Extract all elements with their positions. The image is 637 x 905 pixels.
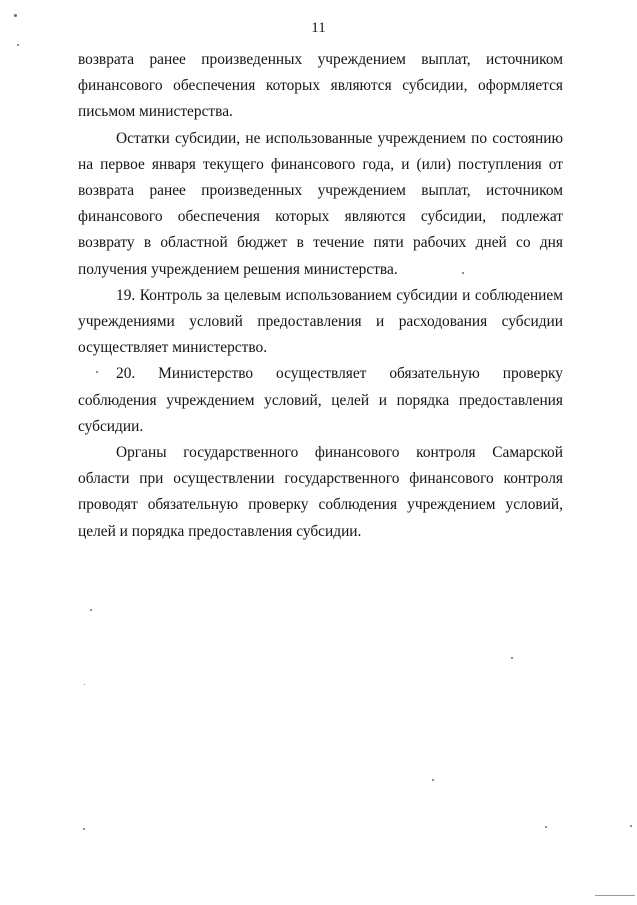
paragraph-item-20: 20. Министерство осуществляет обязательную проверку соблюдения учреждением условий, целей и порядка предоставления субсидии. xyxy=(78,365,563,435)
scan-speck xyxy=(432,779,434,781)
paragraph-continuation: возврата ранее произведенных учреждением выплат, источником финансового обеспечения которых являются субсидии, оформляется письмом министерства. xyxy=(78,51,563,121)
scan-speck xyxy=(462,272,464,274)
scan-speck xyxy=(96,371,98,373)
scan-speck xyxy=(511,657,513,659)
scan-speck xyxy=(14,14,17,17)
body-text xyxy=(78,47,563,545)
scan-speck xyxy=(545,826,547,828)
scan-speck xyxy=(90,609,92,611)
paragraph-item-19: 19. Контроль за целевым использованием субсидии и соблюдением учреждениями условий предоставления и расходования субсидии осуществляет министерство. xyxy=(78,286,563,357)
page-number: 11 xyxy=(311,20,326,36)
paragraph-subsidy-remainders: Остатки субсидии, не использованные учреждением по состоянию на первое января текущего финансового года, и (или) поступления от возврата ранее произведенных учреждением выплат, источником финансового обеспечения которых являются субсидии, подлежат возврату в областной бюджет в течение пяти рабочих дней со дня получения учреждением решения министерства. xyxy=(78,129,563,278)
paragraph-financial-control-bodies: Органы государственного финансового контроля Самарской области при осуществлении государственного финансового контроля проводят обязательную проверку соблюдения учреждением условий, целей и порядка предоставления субсидии. xyxy=(78,444,563,540)
scan-edge-line xyxy=(595,895,635,896)
scan-speck xyxy=(83,828,85,830)
scan-speck xyxy=(17,44,19,46)
scan-speck xyxy=(630,825,632,827)
scan-speck xyxy=(84,684,85,685)
